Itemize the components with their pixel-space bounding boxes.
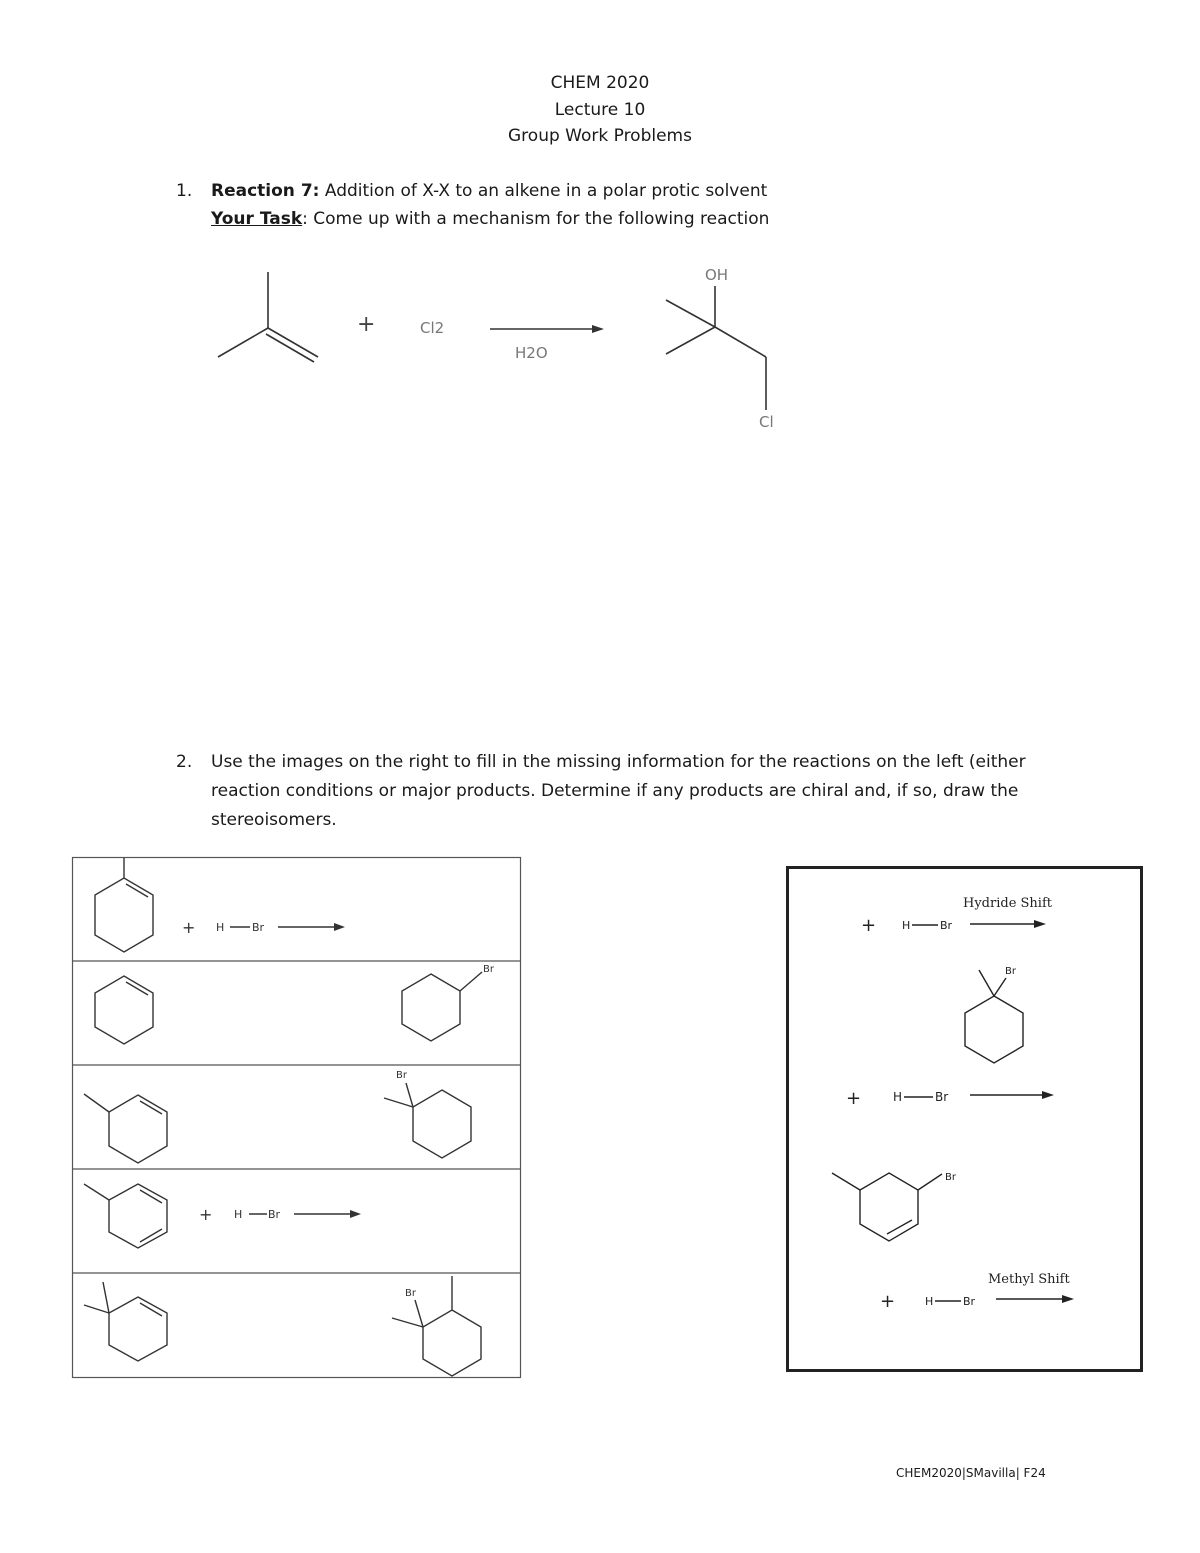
box-plus-1: + bbox=[861, 915, 877, 936]
box-br-label-3: Br bbox=[963, 1295, 976, 1308]
box-structure-1-ring bbox=[965, 996, 1023, 1063]
box-br-label-1: Br bbox=[940, 919, 953, 932]
box-plus-3: + bbox=[880, 1291, 896, 1312]
row4-br-label: Br bbox=[268, 1208, 281, 1221]
box-structure-br-label-2: Br bbox=[945, 1172, 956, 1183]
box-h-label-2: H bbox=[893, 1090, 903, 1104]
problem-2-line-2: reaction conditions or major products. Determine if any products are chiral and, if so, draw the bbox=[211, 781, 1019, 801]
product-oh-label: OH bbox=[705, 266, 729, 284]
row1-br-label: Br bbox=[252, 921, 265, 934]
task-description: : Come up with a mechanism for the following reaction bbox=[302, 209, 770, 229]
row3-br-label: Br bbox=[396, 1070, 407, 1081]
reaction-label: Reaction 7: bbox=[211, 181, 320, 201]
course-title: CHEM 2020 bbox=[550, 73, 650, 93]
box-structure-1-br-bond bbox=[994, 978, 1006, 996]
box-structure-2-double-bond bbox=[887, 1220, 912, 1234]
row4-plus: + bbox=[199, 1205, 213, 1224]
row1-h-label: H bbox=[216, 921, 225, 934]
box-plus-2: + bbox=[846, 1088, 862, 1109]
row4-h-label: H bbox=[234, 1208, 243, 1221]
row5-br-label: Br bbox=[405, 1288, 416, 1299]
reaction-description: Addition of X-X to an alkene in a polar protic solvent bbox=[319, 181, 768, 201]
reagent-label: Cl2 bbox=[420, 319, 445, 337]
box-structure-2-br-bond bbox=[918, 1174, 942, 1190]
task-label: Your Task bbox=[211, 209, 303, 229]
product-cl-label: Cl bbox=[759, 413, 774, 431]
problem-2-number: 2. bbox=[176, 752, 193, 772]
box-structure-br-label: Br bbox=[1005, 966, 1016, 977]
box-arrow-head-3 bbox=[1062, 1295, 1074, 1303]
box-h-label-3: H bbox=[925, 1295, 934, 1308]
box-structure-1-methyl bbox=[979, 970, 994, 996]
box-br-label-2: Br bbox=[935, 1090, 949, 1104]
plus-sign: + bbox=[357, 312, 376, 337]
page-subtitle: Group Work Problems bbox=[508, 126, 692, 146]
problem-2-line-1: Use the images on the right to fill in the missing information for the reactions on the left (either bbox=[211, 752, 1026, 772]
box-arrow-head-1 bbox=[1034, 920, 1046, 928]
box-arrow-head-2 bbox=[1042, 1091, 1054, 1099]
problem-2-line-3: stereoisomers. bbox=[211, 810, 337, 830]
box-structure-2-ring bbox=[860, 1173, 918, 1241]
lecture-title: Lecture 10 bbox=[554, 100, 646, 120]
methyl-shift-label: Methyl Shift bbox=[988, 1272, 1070, 1287]
solvent-label: H2O bbox=[515, 344, 548, 362]
problem-1-number: 1. bbox=[176, 181, 193, 201]
row2-br-label: Br bbox=[483, 964, 494, 975]
box-h-label-1: H bbox=[902, 919, 911, 932]
row1-plus: + bbox=[182, 918, 196, 937]
hydride-shift-label: Hydride Shift bbox=[963, 896, 1052, 911]
box-structure-2-methyl bbox=[832, 1173, 860, 1190]
page-footer: CHEM2020|SMavilla| F24 bbox=[896, 1466, 1046, 1480]
